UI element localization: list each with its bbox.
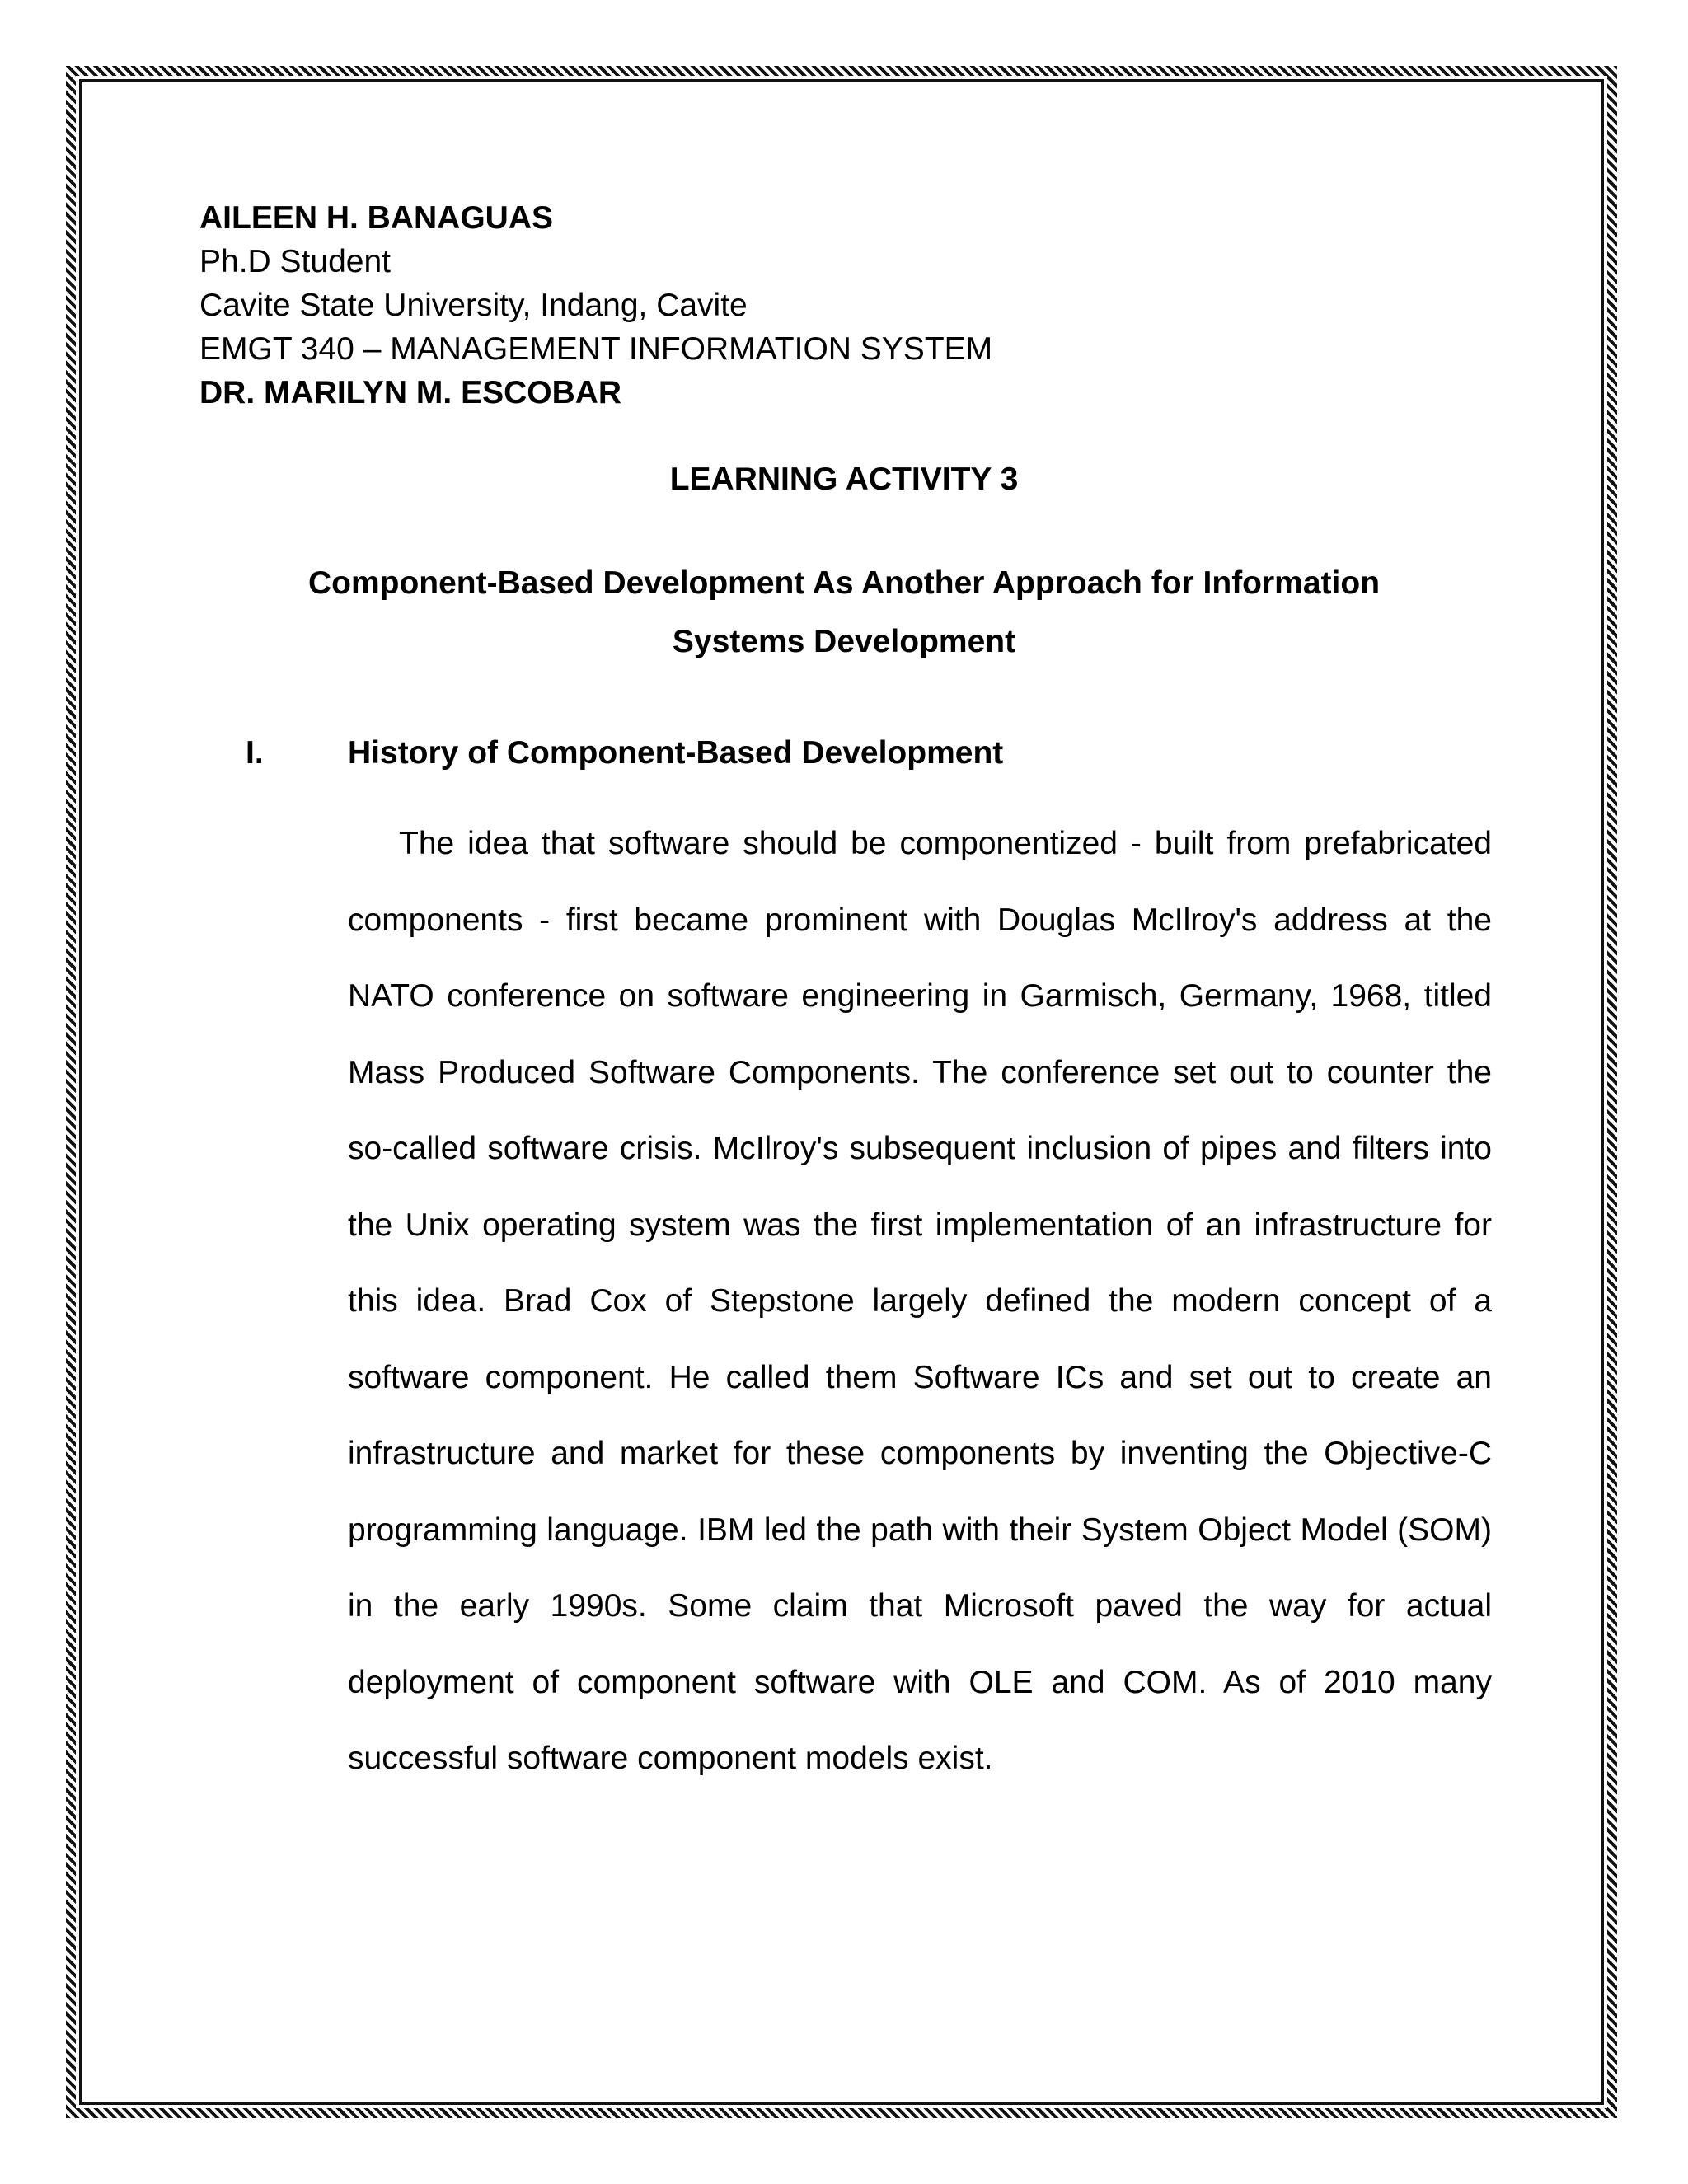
institution: Cavite State University, Indang, Cavite: [199, 288, 748, 323]
student-name: AILEEN H. BANAGUAS: [199, 200, 554, 236]
course: EMGT 340 – MANAGEMENT INFORMATION SYSTEM: [199, 331, 993, 367]
paper-title: Component-Based Development As Another Approach for Information Systems Development: [307, 565, 1381, 659]
student-role: Ph.D Student: [199, 244, 391, 279]
section-title: History of Component-Based Development: [348, 735, 1004, 771]
header-block: [199, 196, 1518, 415]
instructor: DR. MARILYN M. ESCOBAR: [199, 375, 622, 410]
body-paragraph: The idea that software should be componentized - built from prefabricated components - first became prominent with Douglas McIlroy's address at the NATO conference on software engineering in Garmisch, Germany, 1968, titled Mass Produced Software Components. The conference set out to counter the so-called software crisis. McIlroy's subsequent inclusion of pipes and filters into the Unix operating system was the first implementation of an infrastructure for this idea. Brad Cox of Stepstone largely defined the modern concept of a software component. He called them Software ICs and set out to create an infrastructure and market for these components by inventing the Objective-C programming language. IBM led the path with their System Object Model (SOM) in the early 1990s. Some claim that Microsoft paved the way for actual deployment of component software with OLE and COM. As of 2010 many successful software component models exist.: [348, 826, 1492, 1776]
activity-title: LEARNING ACTIVITY 3: [669, 462, 1019, 497]
section-number: I.: [246, 735, 264, 771]
